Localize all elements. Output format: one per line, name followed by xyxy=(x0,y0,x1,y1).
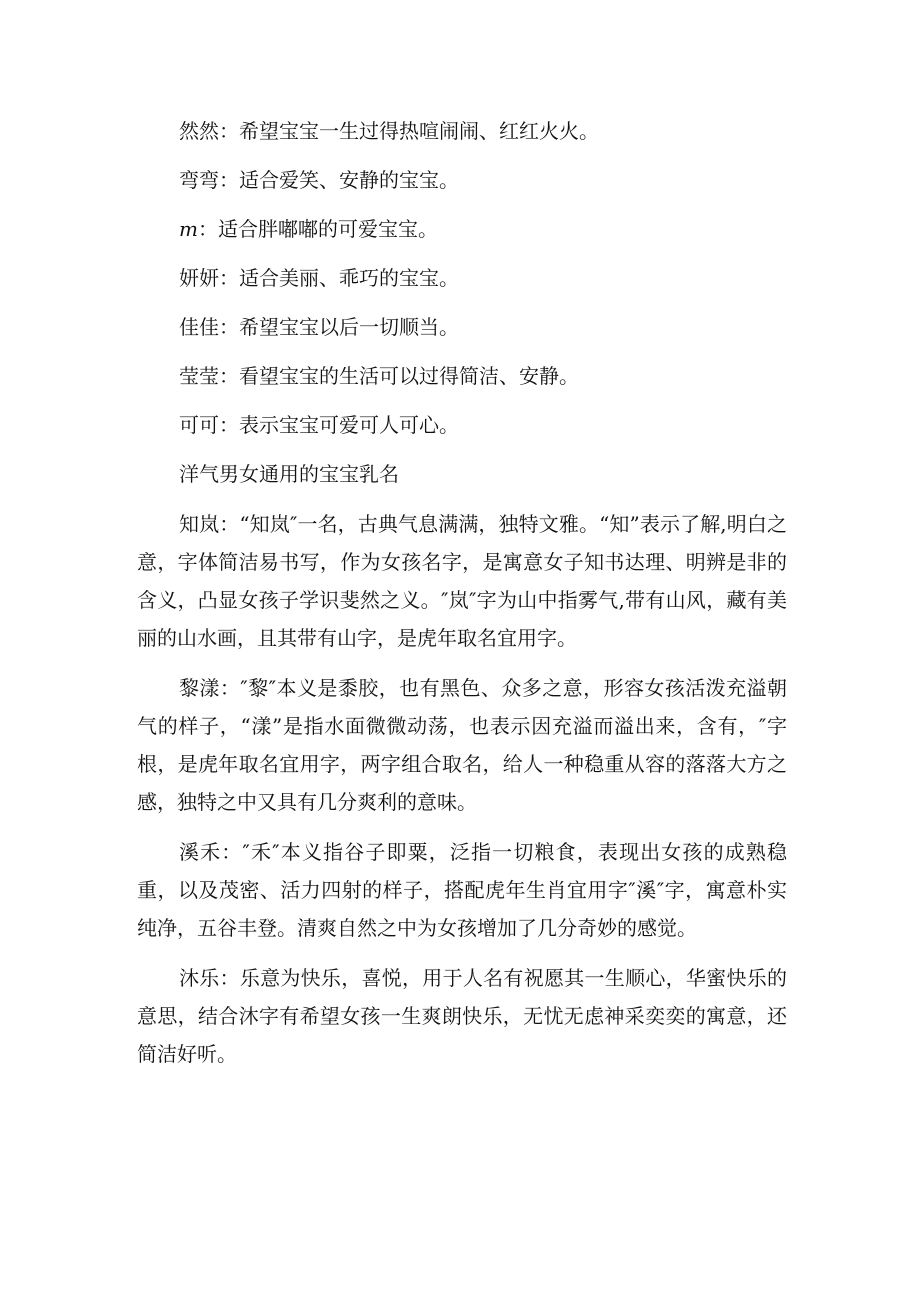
paragraph-xihe: 溪禾：″禾″本义指谷子即粟，泛指一切粮食，表现出女孩的成熟稳重，以及茂密、活力四射的样子，搭配虎年生肖宜用字″溪″字，寓意朴实纯净，五谷丰登。清爽自然之中为女孩增加了几分奇妙的感觉。 xyxy=(137,840,787,940)
separator: ： xyxy=(219,119,239,143)
nickname-description: 适合胖嘟嘟的可爱宝宝。 xyxy=(217,217,438,241)
nickname-description: 适合爱笑、安静的宝宝。 xyxy=(239,168,459,192)
nickname-term: 弯弯 xyxy=(179,168,219,192)
separator: ： xyxy=(197,217,218,241)
paragraph-liyang: 黎漾：″黎″本义是黍胶，也有黑色、众多之意，形容女孩活泼充溢朝气的样子，“漾”是指水面微微动荡，也表示因充溢而溢出来，含有，″字根，是虎年取名宜用字，两字组合取名，给人一种稳重从容的落落大方之感，独特之中又具有几分爽利的意味。 xyxy=(137,676,787,814)
nickname-term: 佳佳 xyxy=(179,315,219,339)
nickname-description: 适合美丽、乖巧的宝宝。 xyxy=(239,266,459,290)
nickname-item-jiajia xyxy=(179,309,787,345)
nickname-description: 希望宝宝以后一切顺当。 xyxy=(239,315,459,339)
separator: ： xyxy=(219,315,239,339)
nickname-description: 看望宝宝的生活可以过得简洁、安静。 xyxy=(239,364,579,388)
separator: ： xyxy=(219,266,239,290)
nickname-term: 莹莹 xyxy=(179,364,219,388)
nickname-item-wanwan xyxy=(179,162,787,198)
paragraph-mule: 沐乐：乐意为快乐，喜悦，用于人名有祝愿其一生顺心，华蜜快乐的意思，结合沐字有希望女孩一生爽朗快乐，无忧无虑神采奕奕的寓意，还简洁好听。 xyxy=(137,966,787,1066)
nickname-item-keke xyxy=(179,407,787,443)
nickname-term: 妍妍 xyxy=(179,266,219,290)
section-heading: 洋气男女通用的宝宝乳名 xyxy=(179,462,399,486)
nickname-item-ranran xyxy=(179,113,787,149)
separator: ： xyxy=(219,168,239,192)
nickname-description: 希望宝宝一生过得热喧闹闹、红红火火。 xyxy=(239,119,599,143)
separator: ： xyxy=(219,364,239,388)
nickname-item-yanyan xyxy=(179,260,787,296)
nickname-term: 可可 xyxy=(179,413,219,437)
separator: ： xyxy=(219,413,239,437)
paragraph-zhilan: 知岚：“知岚″一名，古典气息满满，独特文雅。“知”表示了解,明白之意，字体简洁易书写，作为女孩名字，是寓意女子知书达理、明辨是非的含义，凸显女孩子学识斐然之义。″岚″字为山中指雾气,带有山风，藏有美丽的山水画，且其带有山字，是虎年取名宜用字。 xyxy=(137,512,787,650)
nickname-description: 表示宝宝可爱可人可心。 xyxy=(239,413,459,437)
document-body xyxy=(137,113,787,1085)
nickname-term: 然然 xyxy=(179,119,219,143)
nickname-item-m xyxy=(179,211,787,247)
nickname-item-yingying xyxy=(179,358,787,394)
nickname-term: m xyxy=(179,217,198,241)
